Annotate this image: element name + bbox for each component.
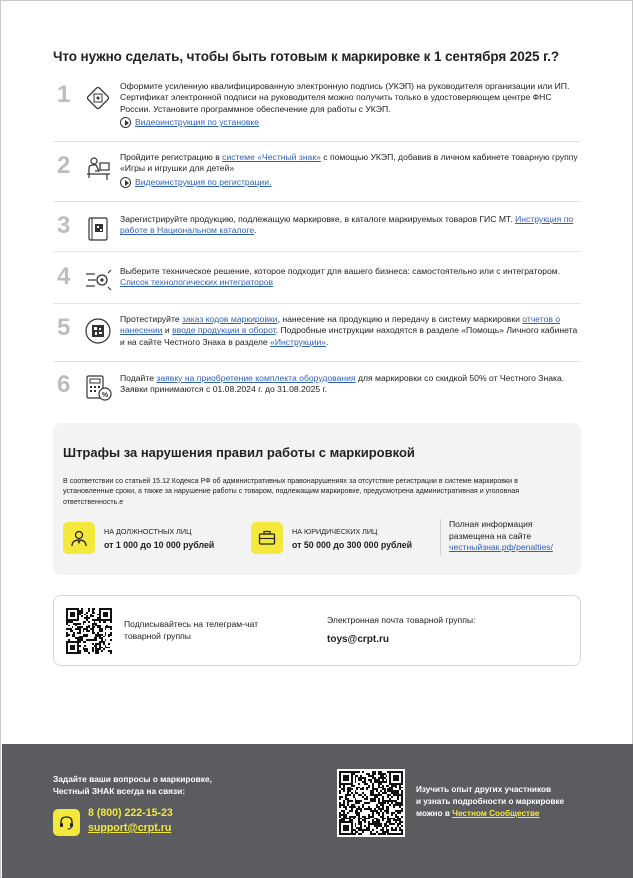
text-fragment: с помощью УКЭП, добавив в личном кабинете товарную группу «Игры и игрушки для детей» [120,152,578,174]
integration-gears-icon [83,265,113,295]
support-phone[interactable]: 8 (800) 222-15-23 [88,807,173,819]
instructions-link[interactable]: «Инструкции» [270,336,327,347]
video-instruction-registration-link[interactable]: Видеоинструкция по регистрации. [135,176,272,187]
community-line: Изучить опыт других участников [416,785,551,794]
step-text [120,266,582,289]
fines-title: Штрафы за нарушения правил работы с маркировкой [63,445,415,460]
chestny-znak-system-link[interactable]: системе «Честный знак» [222,152,321,162]
penalties-link[interactable]: честныйзнак.рф/penalties/ [449,542,553,553]
text-fragment: для маркировки со скидкой 50% от Честного Знака. Заявки принимаются с 01.08.2024 г. до 31.08.2025 г. [120,373,565,395]
text-fragment: , нанесение на продукцию и передачу в систему маркировки [277,314,523,324]
step-text [120,81,582,129]
support-headset-icon [53,809,80,836]
step-text [120,314,582,348]
text-fragment: . [254,225,257,236]
fine-officials-value: от 1 000 до 10 000 рублей [104,539,215,550]
telegram-qr-code[interactable] [66,608,112,654]
text-fragment: и [162,325,173,336]
footer-ask-line: Задайте ваши вопросы о маркировке, [53,774,212,784]
email-label: Электронная почта товарной группы: [327,615,476,625]
official-person-icon [63,522,95,554]
step-5 [53,314,581,352]
footer-ask-line: Честный ЗНАК всегда на связи: [53,786,186,796]
divider [53,141,581,142]
video-link-row [120,117,582,128]
video-link-row [120,177,582,188]
person-at-computer-icon [83,154,113,184]
calculator-percent-icon [83,373,113,403]
support-email[interactable]: support@crpt.ru [88,822,172,834]
national-catalog-instruction-link[interactable]: Инструкция по работе в Национальном каталоге [120,214,574,236]
fines-panel [53,423,581,575]
play-icon [120,177,131,188]
telegram-line: товарной группы [124,630,191,641]
page-title: Что нужно сделать, чтобы быть готовым к маркировке к 1 сентября 2025 г.? [53,49,560,64]
divider [53,303,581,304]
fines-info [449,519,553,554]
step-1-text: Оформите усиленную квалифицированную электронную подпись (УКЭП) на руководителя организации или ИП. Сертификат электронной подписи на руководителя можно получить только в удостоверяющем центре ФНС России. Установите программное обеспечение для работы с УКЭП. [120,81,570,114]
step-number: 3 [57,212,71,239]
code-order-link[interactable]: заказ кодов маркировки [182,314,278,324]
fines-description: В соответствии со статьей 15.12 Кодекса РФ об административных правонарушениях за отсутствие регистрации в системе маркировки в установленные сроки, а также за нарушение работы с товаром, подлежащим маркировке, предусмотрена административная и уголовная ответственность.е [63,477,520,506]
community-link[interactable]: Честном Сообществе [452,809,540,818]
fines-info-line: Полная информация [449,519,533,529]
step-number: 5 [57,314,71,341]
text-fragment: Пройдите регистрацию в [120,152,223,162]
community-qr-code[interactable] [337,769,405,837]
fine-officials-label: НА ДОЛЖНОСТНЫХ ЛИЦ [104,526,192,536]
integrators-list-link[interactable]: Список технологических интеграторов [120,277,274,288]
step-6 [53,371,581,401]
telegram-text [124,619,258,642]
play-icon [120,117,131,128]
fine-legal-label: НА ЮРИДИЧЕСКИХ ЛИЦ [292,526,378,536]
divider [53,361,581,362]
fine-legal-value: от 50 000 до 300 000 рублей [292,539,413,550]
divider [53,201,581,202]
step-4-text: Выберите техническое решение, которое подходит для вашего бизнеса: самостоятельно или с интегратором. [120,266,561,276]
step-number: 1 [57,81,71,108]
footer [2,744,633,878]
divider [53,251,581,252]
digital-signature-icon [83,83,113,113]
step-4 [53,263,581,293]
step-number: 4 [57,263,71,290]
text-fragment: можно в [416,809,453,818]
text-fragment: . [326,336,329,347]
footer-contacts [88,806,173,836]
application-reports-link[interactable]: отчетов о нанесении [120,314,561,336]
step-text [120,373,582,396]
fines-info-line: размещена на сайте [449,530,532,541]
catalog-book-icon [83,214,113,244]
circulation-input-link[interactable]: вводе продукции в оборот [172,325,276,336]
step-1 [53,81,581,133]
contact-panel [53,595,581,666]
svg-text:%: % [101,392,109,399]
step-number: 6 [57,371,71,398]
step-text [120,214,582,237]
datamatrix-code-icon [83,316,113,346]
step-2 [53,152,581,196]
step-number: 2 [57,152,71,179]
community-text [416,784,564,820]
text-fragment: . Подробные инструкции находятся в разделе «Помощь» Личного кабинета и на сайте Честного Знака в разделе [120,325,578,347]
step-3-text: Зарегистрируйте продукцию, подлежащую маркировке, в каталоге маркируемых товаров ГИС МТ. [120,214,513,224]
text-fragment: Протестируйте [120,314,182,324]
video-instruction-install-link[interactable]: Видеоинструкция по установке [135,117,260,128]
group-email[interactable]: toys@crpt.ru [327,634,389,645]
briefcase-icon [251,522,283,554]
step-2-text [120,152,582,175]
divider [440,519,441,555]
footer-ask [53,773,212,797]
fine-officials [63,522,214,554]
fine-legal [251,522,412,554]
telegram-line: Подписывайтесь на телеграм-чат [124,619,259,629]
step-3 [53,212,581,242]
equipment-request-link[interactable]: заявку на приобретение комплекта оборудования [156,373,356,383]
community-line: и узнать подробности о маркировке [416,797,565,806]
step-text [120,152,582,188]
text-fragment: Подайте [120,373,157,383]
